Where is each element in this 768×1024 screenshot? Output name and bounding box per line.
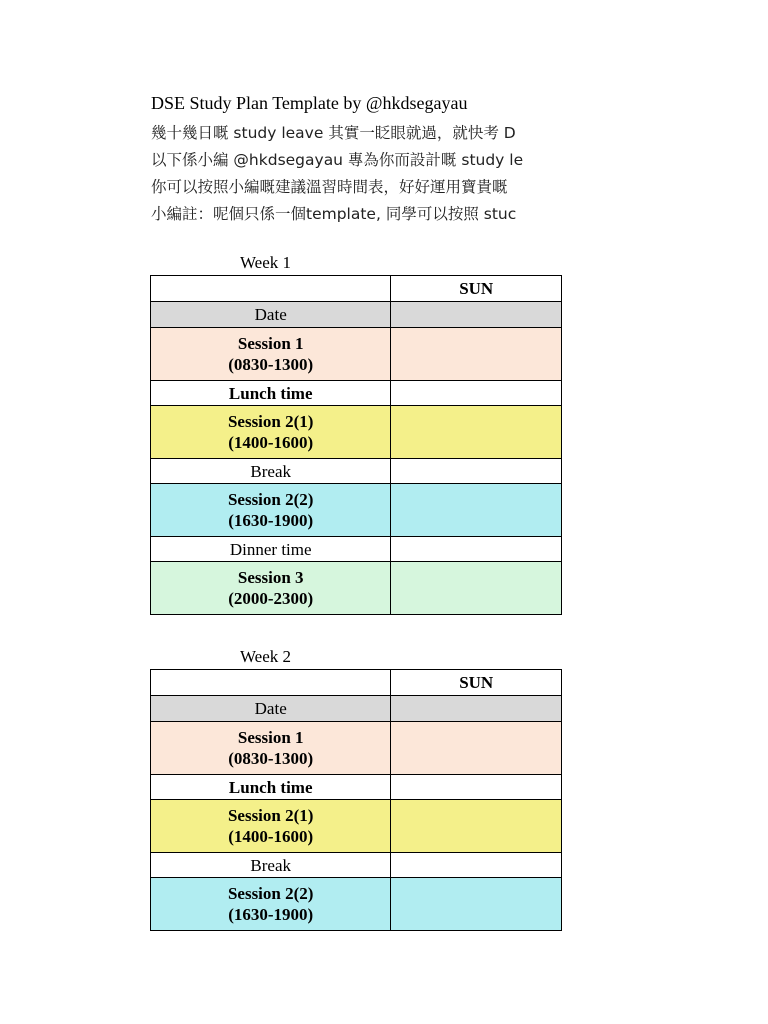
lunch-cell-sun[interactable] (391, 381, 562, 406)
session-1-name: Session 1 (237, 334, 304, 353)
row-label-date: Date (151, 302, 391, 328)
table-header-row (151, 276, 562, 302)
session-2-1-time: (1400-1600) (228, 433, 314, 452)
row-label-session-2-2 (151, 878, 391, 931)
session-1-name: Session 1 (237, 728, 304, 747)
week-1-table (150, 275, 562, 615)
session-2-2-time: (1630-1900) (228, 905, 314, 924)
row-label-session-3 (151, 562, 391, 615)
session-1-cell-sun[interactable] (391, 722, 562, 775)
session-2-1-time: (1400-1600) (228, 827, 314, 846)
session-1-cell-sun[interactable] (391, 328, 562, 381)
table-row-session-3 (151, 562, 562, 615)
table-header-row (151, 670, 562, 696)
intro-line-4: 小編註：呢個只係一個template, 同學可以按照 stuc (151, 205, 517, 223)
day-header-sun: SUN (391, 276, 562, 302)
row-label-break: Break (151, 459, 391, 484)
table-row-dinner (151, 537, 562, 562)
session-2-2-cell-sun[interactable] (391, 484, 562, 537)
table-row-session-2-2 (151, 484, 562, 537)
lunch-cell-sun[interactable] (391, 775, 562, 800)
session-2-1-cell-sun[interactable] (391, 406, 562, 459)
intro-line-3: 你可以按照小編嘅建議溫習時間表，好好運用寶貴嘅 (151, 178, 508, 196)
row-label-break: Break (151, 853, 391, 878)
week-2-label: Week 2 (240, 647, 292, 666)
table-row-date (151, 696, 562, 722)
week-1-label: Week 1 (240, 253, 292, 272)
date-cell-sun[interactable] (391, 302, 562, 328)
table-row-lunch (151, 775, 562, 800)
day-header-sun: SUN (391, 670, 562, 696)
session-1-time: (0830-1300) (228, 355, 314, 374)
session-1-time: (0830-1300) (228, 749, 314, 768)
session-2-2-name: Session 2(2) (227, 884, 314, 903)
row-label-session-1 (151, 328, 391, 381)
row-label-dinner: Dinner time (151, 537, 391, 562)
row-label-session-2-1 (151, 406, 391, 459)
table-row-break (151, 853, 562, 878)
intro-line-1: 幾十幾日嘅 study leave 其實一眨眼就過，就快考 D (151, 124, 516, 142)
row-label-session-2-2 (151, 484, 391, 537)
table-row-date (151, 302, 562, 328)
row-label-date: Date (151, 696, 391, 722)
corner-cell (151, 276, 391, 302)
table-row-session-2-1 (151, 800, 562, 853)
row-label-session-2-1 (151, 800, 391, 853)
table-row-break (151, 459, 562, 484)
dinner-cell-sun[interactable] (391, 537, 562, 562)
table-row-session-2-1 (151, 406, 562, 459)
date-cell-sun[interactable] (391, 696, 562, 722)
break-cell-sun[interactable] (391, 853, 562, 878)
session-3-time: (2000-2300) (228, 589, 314, 608)
table-row-session-1 (151, 328, 562, 381)
session-2-2-name: Session 2(2) (227, 490, 314, 509)
row-label-lunch: Lunch time (151, 775, 391, 800)
session-2-1-name: Session 2(1) (227, 806, 314, 825)
week-2-table (150, 669, 562, 931)
table-row-session-2-2 (151, 878, 562, 931)
row-label-lunch: Lunch time (151, 381, 391, 406)
session-2-1-name: Session 2(1) (227, 412, 314, 431)
session-3-cell-sun[interactable] (391, 562, 562, 615)
row-label-session-1 (151, 722, 391, 775)
table-row-session-1 (151, 722, 562, 775)
session-2-1-cell-sun[interactable] (391, 800, 562, 853)
break-cell-sun[interactable] (391, 459, 562, 484)
table-row-lunch (151, 381, 562, 406)
intro-line-2: 以下係小編 @hkdsegayau 專為你而設計嘅 study le (151, 151, 524, 169)
corner-cell (151, 670, 391, 696)
session-3-name: Session 3 (237, 568, 304, 587)
session-2-2-cell-sun[interactable] (391, 878, 562, 931)
session-2-2-time: (1630-1900) (228, 511, 314, 530)
document-title: DSE Study Plan Template by @hkdsegayau (151, 93, 468, 113)
